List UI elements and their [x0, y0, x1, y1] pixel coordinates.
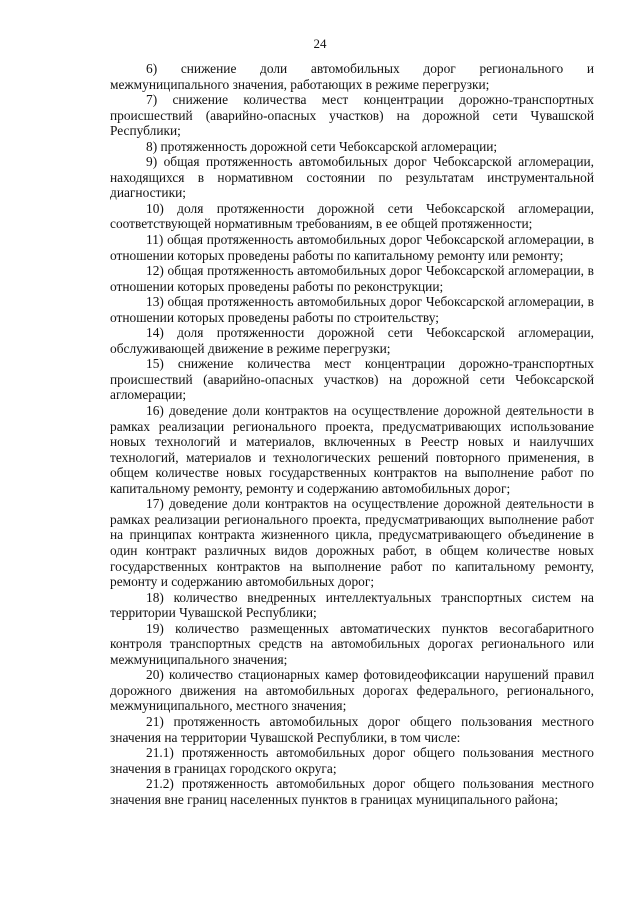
list-item: 20) количество стационарных камер фотовидеофиксации нарушений правил дорожного движения на автомобильных дорогах федерального, регионального, межмуниципального, местного значения; [110, 667, 594, 714]
list-item: 12) общая протяженность автомобильных дорог Чебоксарской агломерации, в отношении которых проведены работы по реконструкции; [110, 263, 594, 294]
list-item: 9) общая протяженность автомобильных дорог Чебоксарской агломерации, находящихся в нормативном состоянии по результатам инструментальной диагностики; [110, 154, 594, 201]
list-item: 8) протяженность дорожной сети Чебоксарской агломерации; [146, 138, 498, 154]
list-item: 18) количество внедренных интеллектуальных транспортных систем на территории Чувашской Республики; [110, 589, 594, 621]
list-item: 21) протяженность автомобильных дорог общего пользования местного значения на территории Чувашской Республики, в том числе: [110, 713, 594, 745]
list-item: 16) доведение доли контрактов на осуществление дорожной деятельности в рамках реализации регионального проекта, предусматривающих использование новых технологий и материалов, включенных в Реестр новых и наилучших технологий, материалов и технологических решений повторного применения, в общем количестве новых государственных контрактов на выполнение работ по капитальному ремонту, ремонту и содержанию автомобильных дорог; [110, 403, 594, 496]
list-item: 13) общая протяженность автомобильных дорог Чебоксарской агломерации, в отношении которых проведены работы по строительству; [110, 294, 594, 325]
page-number: 24 [313, 36, 327, 51]
list-item: 7) снижение количества мест концентрации дорожно-транспортных происшествий (аварийно-опасных участков) на дорожной сети Чувашской Республики; [110, 92, 594, 139]
list-item: 21.1) протяженность автомобильных дорог общего пользования местного значения в границах городского округа; [110, 745, 594, 776]
document-body [110, 61, 594, 807]
list-item: 21.2) протяженность автомобильных дорог общего пользования местного значения вне границ населенных пунктов в границах муниципального района; [110, 776, 594, 807]
list-item: 15) снижение количества мест концентрации дорожно-транспортных происшествий (аварийно-опасных участков) на дорожной сети Чебоксарской агломерации; [110, 356, 594, 403]
list-item: 10) доля протяженности дорожной сети Чебоксарской агломерации, соответствующей нормативным требованиям, в ее общей протяженности; [110, 200, 594, 232]
list-item: 19) количество размещенных автоматических пунктов весогабаритного контроля транспортных средств на автомобильных дорогах регионального или межмуниципального значения; [110, 620, 594, 667]
list-item: 17) доведение доли контрактов на осуществление дорожной деятельности в рамках реализации регионального проекта, предусматривающих выполнение работ на принципах контракта жизненного цикла, предусматривающего объединение в один контракт различных видов дорожных работ, в общем количестве новых государственных контрактов на выполнение работ по капитальному ремонту, ремонту и содержанию автомобильных дорог; [110, 496, 594, 590]
list-item: 11) общая протяженность автомобильных дорог Чебоксарской агломерации, в отношении которых проведены работы по капитальному ремонту или ремонту; [110, 232, 594, 263]
list-item: 6) снижение доли автомобильных дорог регионального и межмуниципального значения, работающих в режиме перегрузки; [110, 61, 594, 92]
list-item: 14) доля протяженности дорожной сети Чебоксарской агломерации, обслуживающей движение в режиме перегрузки; [110, 325, 594, 356]
